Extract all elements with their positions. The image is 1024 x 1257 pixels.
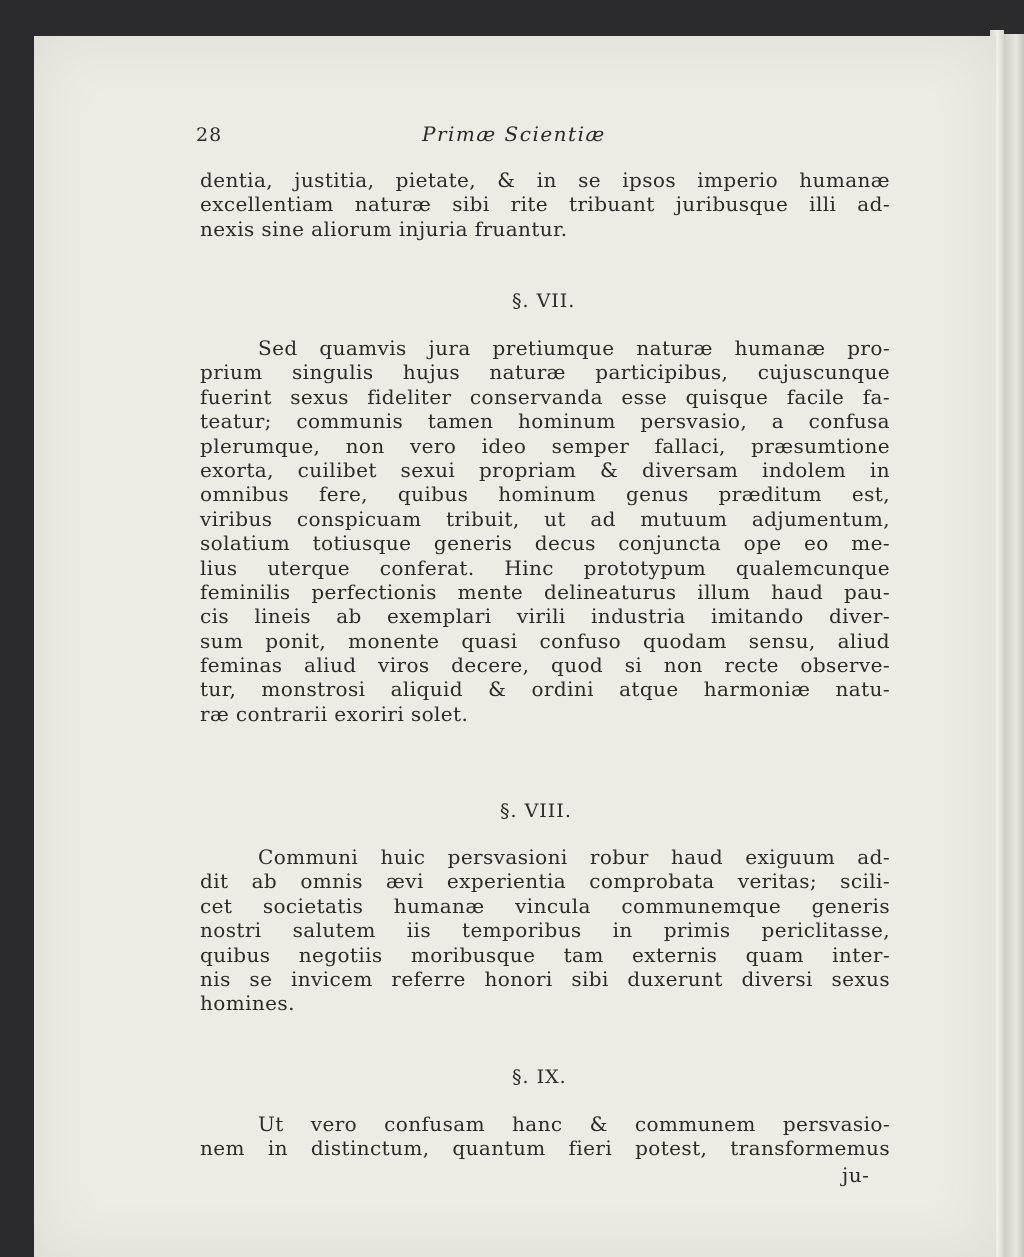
text-line: viribus conspicuam tribuit, ut ad mutuum adjumentum, [200,506,890,531]
text-line: prium singulis hujus naturæ participibus, cujuscunque [200,360,890,385]
running-head [196,124,896,154]
text-line: lius uterque conferat. Hinc prototypum qualemcunque [200,555,890,580]
text-line: plerumque, non vero ideo semper fallaci, præsumtione [200,433,890,458]
text-line: Sed quamvis jura pretiumque naturæ humanæ pro- [258,336,890,360]
section-heading-vii: §. VII. [512,290,576,312]
section-heading-ix: §. IX. [512,1066,567,1088]
text-line: cet societatis humanæ vincula communemque generis [200,893,890,918]
text-line: dentia, justitia, pietate, & in se ipsos imperio humanæ [200,168,890,192]
text-line: excellentiam naturæ sibi rite tribuant juribusque illi ad- [200,192,890,217]
text-line: nostri salutem iis temporibus in primis periclitasse, [200,918,890,943]
text-line: solatium totiusque generis decus conjuncta ope eo me- [200,531,890,556]
text-line: Communi huic persvasioni robur haud exiguum ad- [258,845,890,869]
section-viii-paragraph [200,845,890,1016]
text-line: dit ab omnis ævi experientia comprobata veritas; scili- [200,869,890,894]
text-line: teatur; communis tamen hominum persvasio, a confusa [200,409,890,434]
text-line: exorta, cuilibet sexui propriam & diversam indolem in [200,457,890,482]
text-line: Ut vero confusam hanc & communem persvasio- [258,1112,890,1136]
section-ix-paragraph [200,1112,890,1161]
intro-paragraph [200,168,890,241]
text-line: homines. [200,991,295,1016]
section-heading-viii: §. VIII. [500,800,572,822]
running-title: Primæ Scientiæ [422,122,606,146]
text-line: nexis sine aliorum injuria fruantur. [200,216,568,241]
text-line: ræ contrarii exoriri solet. [200,701,469,726]
text-line: tur, monstrosi aliquid & ordini atque harmoniæ natu- [200,677,890,702]
text-line: cis lineis ab exemplari virili industria imitando diver- [200,604,890,629]
catchword: ju- [842,1163,870,1187]
text-line: sum ponit, monente quasi confuso quodam sensu, aliud [200,628,890,653]
text-line: nem in distinctum, quantum fieri potest, transformemus [200,1136,890,1161]
page-edge-stack [1004,34,1024,1257]
text-line: quibus negotiis moribusque tam externis quam inter- [200,942,890,967]
text-line: feminilis perfectionis mente delineaturus illum haud pau- [200,579,890,604]
section-vii-paragraph [200,336,890,726]
text-line: omnibus fere, quibus hominum genus præditum est, [200,482,890,507]
text-line: fuerint sexus fideliter conservanda esse quisque facile fa- [200,384,890,409]
text-line: feminas aliud viros decere, quod si non recte observe- [200,653,890,678]
text-line: nis se invicem referre honori sibi duxerunt diversi sexus [200,966,890,991]
page-number: 28 [196,124,223,146]
